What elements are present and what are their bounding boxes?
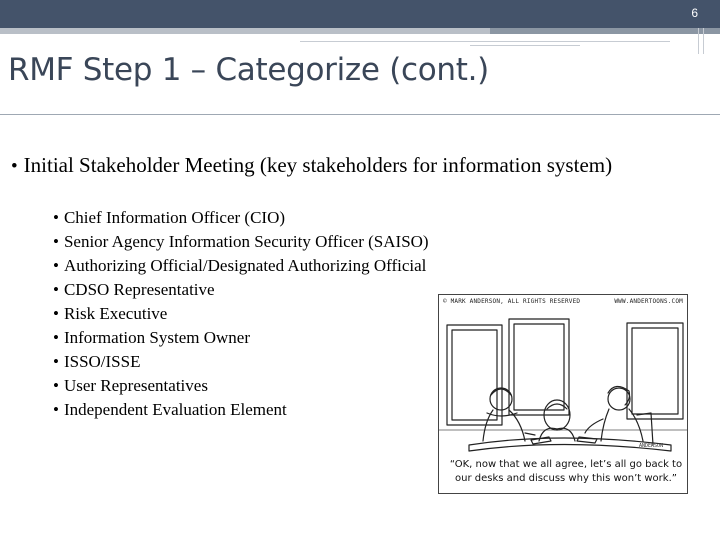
- bullet-marker: •: [53, 256, 59, 275]
- list-item: • CDSO Representative: [53, 280, 215, 299]
- bullet-marker: •: [53, 352, 59, 371]
- bullet-marker: •: [53, 208, 59, 227]
- cartoon-caption: “OK, now that we all agree, let’s all go back to our desks and discuss why this won’t work.”: [449, 459, 683, 484]
- decorative-line: [470, 45, 580, 46]
- list-item: • Information System Owner: [53, 328, 250, 347]
- list-item: • Chief Information Officer (CIO): [53, 208, 286, 227]
- main-bullet-text: Initial Stakeholder Meeting (key stakeholders for information system): [23, 153, 613, 177]
- header-accent-rule: [490, 28, 720, 34]
- bullet-marker: •: [53, 376, 59, 395]
- bullet-marker: •: [53, 232, 59, 251]
- cartoon-credit: © MARK ANDERSON, ALL RIGHTS RESERVED: [443, 298, 581, 305]
- header-bar: [0, 0, 720, 28]
- list-item: • Independent Evaluation Element: [53, 400, 287, 419]
- list-item: • Risk Executive: [53, 304, 168, 323]
- main-bullet: [11, 150, 651, 182]
- list-item: • Authorizing Official/Designated Authorizing Official: [53, 256, 427, 275]
- bullet-marker: •: [53, 280, 59, 299]
- bullet-marker: •: [53, 328, 59, 347]
- stakeholder-list: [53, 206, 429, 422]
- cartoon-image: [438, 294, 688, 494]
- slide-number: 6: [691, 6, 698, 20]
- title-divider: [0, 114, 720, 115]
- artist-signature: ANDERSON: [639, 443, 664, 449]
- bullet-marker: •: [53, 400, 59, 419]
- list-item: • Senior Agency Information Security Officer (SAISO): [53, 232, 429, 251]
- slide-title: RMF Step 1 – Categorize (cont.): [8, 52, 489, 88]
- cartoon-website: WWW.ANDERTOONS.COM: [614, 298, 683, 305]
- decorative-line: [703, 28, 704, 54]
- bullet-marker: •: [11, 156, 18, 177]
- list-item: • ISSO/ISSE: [53, 352, 141, 371]
- decorative-line: [300, 41, 670, 42]
- decorative-line: [698, 28, 699, 54]
- list-item: • User Representatives: [53, 376, 208, 395]
- bullet-marker: •: [53, 304, 59, 323]
